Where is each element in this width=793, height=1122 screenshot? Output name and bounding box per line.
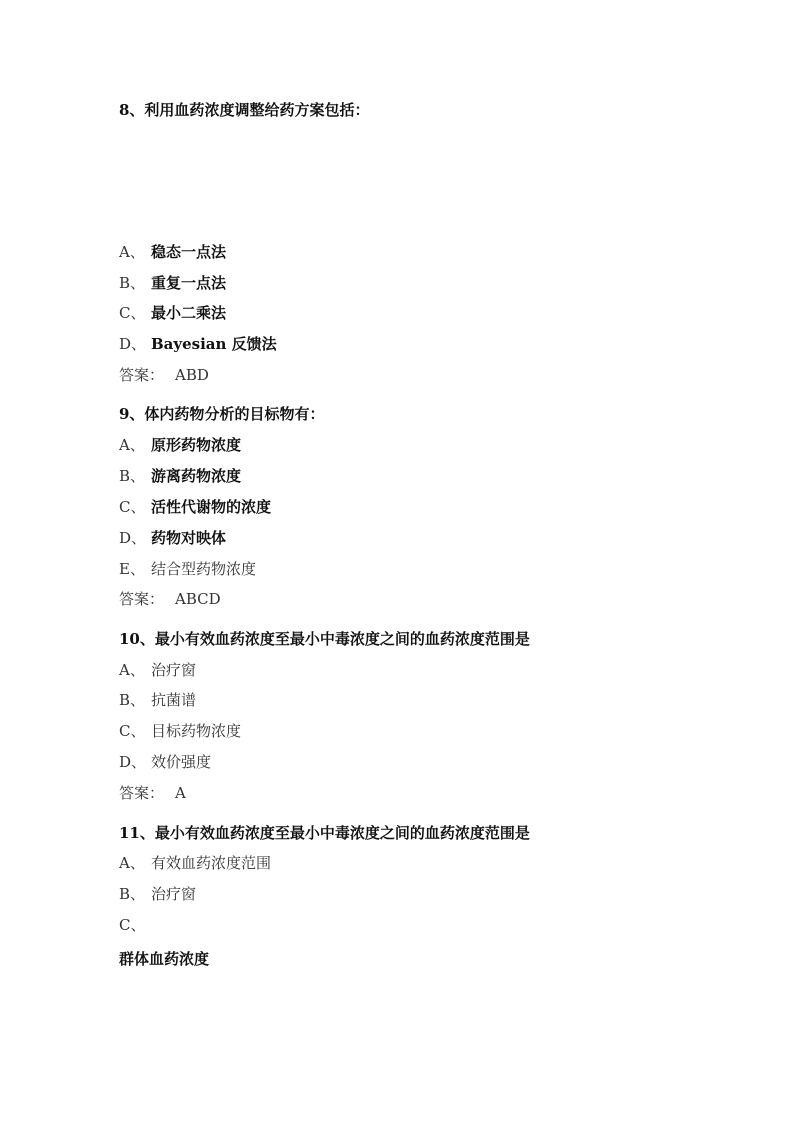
option-text: 有效血药浓度范围: [151, 854, 272, 872]
question-10-title: 10、最小有效血药浓度至最小中毒浓度之间的血药浓度范围是: [119, 630, 530, 648]
option-text: 抗菌谱: [151, 691, 197, 709]
option-text: 结合型药物浓度: [151, 560, 257, 578]
question-9-option-e: [119, 559, 256, 579]
option-label: A、: [119, 436, 145, 454]
option-text: 效价强度: [151, 753, 212, 771]
option-label: D、: [119, 529, 147, 547]
option-text: 目标药物浓度: [151, 722, 242, 740]
question-10-option-d: [119, 752, 211, 772]
option-label: C、: [119, 498, 146, 516]
option-text: 药物对映体: [151, 529, 227, 547]
option-label: B、: [119, 691, 146, 709]
question-10-option-b: [119, 690, 196, 710]
option-text: 治疗窗: [151, 885, 197, 903]
option-text: 重复一点法: [151, 274, 227, 292]
answer-value: A: [175, 784, 186, 802]
question-11-option-c: [119, 915, 151, 935]
option-label: A、: [119, 854, 145, 872]
question-11-option-b: [119, 884, 196, 904]
question-9-option-d: [119, 528, 226, 548]
option-label: B、: [119, 467, 146, 485]
question-10-answer: [119, 783, 186, 803]
answer-value: ABCD: [175, 590, 221, 608]
question-8-option-d: [119, 334, 277, 354]
question-10-option-c: [119, 721, 241, 741]
question-9-option-a: [119, 435, 241, 455]
question-9-option-b: [119, 466, 241, 486]
question-8-option-b: [119, 273, 226, 293]
question-8-title: 8、利用血药浓度调整给药方案包括：: [119, 101, 370, 119]
option-label: C、: [119, 722, 146, 740]
question-11-option-c-text: 群体血药浓度: [119, 950, 210, 968]
option-text: Bayesian 反馈法: [151, 335, 277, 353]
question-10-option-a: [119, 660, 196, 680]
answer-label: 答案：: [119, 590, 165, 608]
question-9-option-c: [119, 497, 271, 517]
question-9-answer: [119, 589, 221, 609]
question-8-option-a: [119, 242, 226, 262]
option-text: 活性代谢物的浓度: [151, 498, 272, 516]
option-text: 游离药物浓度: [151, 467, 242, 485]
answer-value: ABD: [175, 366, 209, 384]
option-label: C、: [119, 304, 146, 322]
question-8-answer: [119, 365, 209, 385]
option-label: A、: [119, 243, 145, 261]
question-8-option-c: [119, 303, 226, 323]
option-label: B、: [119, 885, 146, 903]
option-label: D、: [119, 753, 147, 771]
option-label: C、: [119, 916, 146, 934]
question-9-title: 9、体内药物分析的目标物有：: [119, 405, 325, 423]
option-text: 稳态一点法: [151, 243, 227, 261]
answer-label: 答案：: [119, 366, 165, 384]
option-text: 治疗窗: [151, 661, 197, 679]
option-label: B、: [119, 274, 146, 292]
answer-label: 答案：: [119, 784, 165, 802]
option-text: 最小二乘法: [151, 304, 227, 322]
question-11-option-a: [119, 853, 271, 873]
option-text: 原形药物浓度: [151, 436, 242, 454]
option-label: A、: [119, 661, 145, 679]
option-label: E、: [119, 560, 145, 578]
option-label: D、: [119, 335, 147, 353]
question-11-title: 11、最小有效血药浓度至最小中毒浓度之间的血药浓度范围是: [119, 824, 530, 842]
